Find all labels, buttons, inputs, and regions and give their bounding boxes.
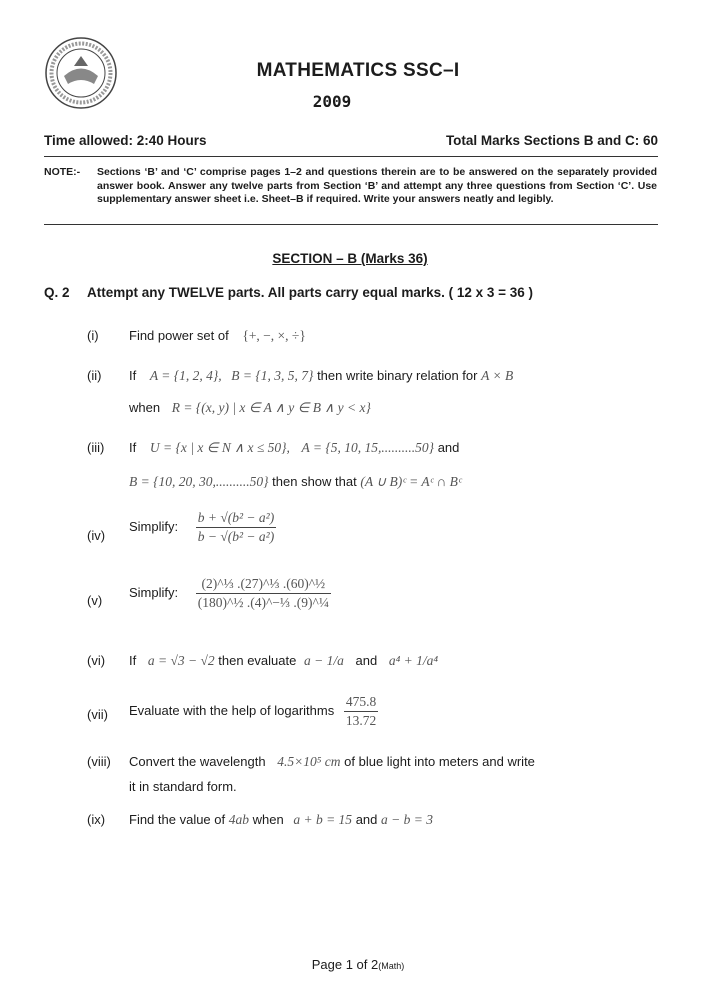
part-number: (viii) — [87, 754, 111, 769]
page-footer — [0, 957, 716, 972]
section-heading: SECTION – B (Marks 36) — [272, 251, 428, 266]
part-vi — [129, 653, 438, 669]
math-expression: A × B — [481, 368, 514, 383]
math-expression: 4ab — [228, 812, 249, 827]
part-number: (iv) — [87, 528, 106, 543]
part-ii — [129, 368, 513, 384]
page-subject: (Math) — [378, 961, 405, 971]
note-label: NOTE:- — [44, 166, 81, 178]
question-instruction: Attempt any TWELVE parts. All parts carry equal marks. ( 12 x 3 = 36 ) — [87, 285, 534, 300]
page-number: Page 1 of 2 — [311, 957, 379, 972]
numerator: (2)^⅓ .(27)^⅓ .(60)^½ — [196, 576, 331, 594]
math-expression: A = {5, 10, 15,..........50} — [301, 440, 435, 455]
math-expression: {+, −, ×, ÷} — [242, 328, 306, 343]
part-iv — [129, 510, 280, 545]
math-expression: (A ∪ B)ᶜ = Aᶜ ∩ Bᶜ — [360, 474, 462, 489]
fraction — [196, 576, 331, 611]
math-expression: B = {1, 3, 5, 7} — [231, 368, 314, 383]
part-text: of blue light into meters and write — [344, 754, 535, 769]
math-expression: a + b = 15 — [293, 812, 353, 827]
part-text: If — [129, 440, 137, 455]
part-text: and — [355, 653, 378, 668]
part-viii-line2: it in standard form. — [129, 779, 237, 794]
note-text: Sections ‘B’ and ‘C’ comprise pages 1–2 and questions therein are to be answered on the separately provided answer book. Answer any twelve parts from Section ‘B’ and attempt any three questions from Section ‘C’. Use supplementary answer sheet i.e. Sheet–B if required. Write your answers neatly and legibly. — [97, 166, 657, 205]
math-expression: R = {(x, y) | x ∈ A ∧ y ∈ B ∧ y < x} — [171, 400, 371, 415]
part-viii — [129, 754, 535, 770]
part-number: (iii) — [87, 440, 105, 455]
part-text: Find the value of — [129, 812, 226, 827]
part-text: then evaluate — [218, 653, 297, 668]
part-text: Simplify: — [129, 584, 179, 600]
math-expression: B = {10, 20, 30,..........50} — [129, 474, 269, 489]
denominator: (180)^½ .(4)^−⅓ .(9)^¼ — [197, 595, 329, 610]
part-text: then show that — [272, 474, 357, 489]
divider-top — [44, 156, 658, 157]
denominator: 13.72 — [345, 713, 377, 728]
part-v — [129, 576, 335, 611]
math-expression: 4.5×10⁵ cm — [277, 754, 341, 769]
part-number: (ix) — [87, 812, 106, 827]
part-text: Find power set of — [129, 328, 229, 343]
numerator: b + √(b² − a²) — [196, 510, 276, 528]
part-text: Convert the wavelength — [129, 754, 266, 769]
exam-year: 2009 — [312, 92, 352, 111]
question-number: Q. 2 — [44, 285, 70, 300]
part-text: and — [355, 812, 378, 827]
part-number: (v) — [87, 593, 103, 608]
numerator: 475.8 — [344, 694, 378, 712]
part-text: Evaluate with the help of logarithms — [129, 702, 335, 718]
math-expression: a − 1/a — [303, 653, 344, 668]
exam-title: MATHEMATICS SSC–I — [256, 60, 460, 81]
part-ii-line2 — [129, 400, 371, 416]
fraction — [344, 694, 378, 729]
divider-bottom — [44, 224, 658, 225]
part-iii — [129, 440, 459, 456]
math-expression: a − b = 3 — [381, 812, 433, 827]
total-marks: Total Marks Sections B and C: 60 — [445, 133, 658, 148]
part-number: (i) — [87, 328, 99, 343]
part-iii-line2 — [129, 474, 461, 490]
part-ix — [129, 812, 433, 828]
part-number: (ii) — [87, 368, 102, 383]
part-text: If — [129, 653, 137, 668]
part-text: when — [252, 812, 284, 827]
part-text: If — [129, 368, 137, 383]
math-expression: U = {x | x ∈ N ∧ x ≤ 50}, — [149, 440, 290, 455]
time-allowed: Time allowed: 2:40 Hours — [44, 133, 207, 148]
math-expression: A = {1, 2, 4}, — [149, 368, 222, 383]
denominator: b − √(b² − a²) — [197, 529, 275, 544]
part-text: Simplify: — [129, 518, 179, 534]
fraction — [196, 510, 276, 545]
part-text: then write binary relation for — [317, 368, 478, 383]
part-text: when — [129, 400, 161, 415]
part-i — [129, 328, 306, 344]
part-text: and — [437, 440, 460, 455]
part-number: (vi) — [87, 653, 106, 668]
part-number: (vii) — [87, 707, 108, 722]
math-expression: a = √3 − √2 — [147, 653, 215, 668]
part-vii — [129, 694, 382, 729]
math-expression: a⁴ + 1/a⁴ — [388, 653, 439, 668]
